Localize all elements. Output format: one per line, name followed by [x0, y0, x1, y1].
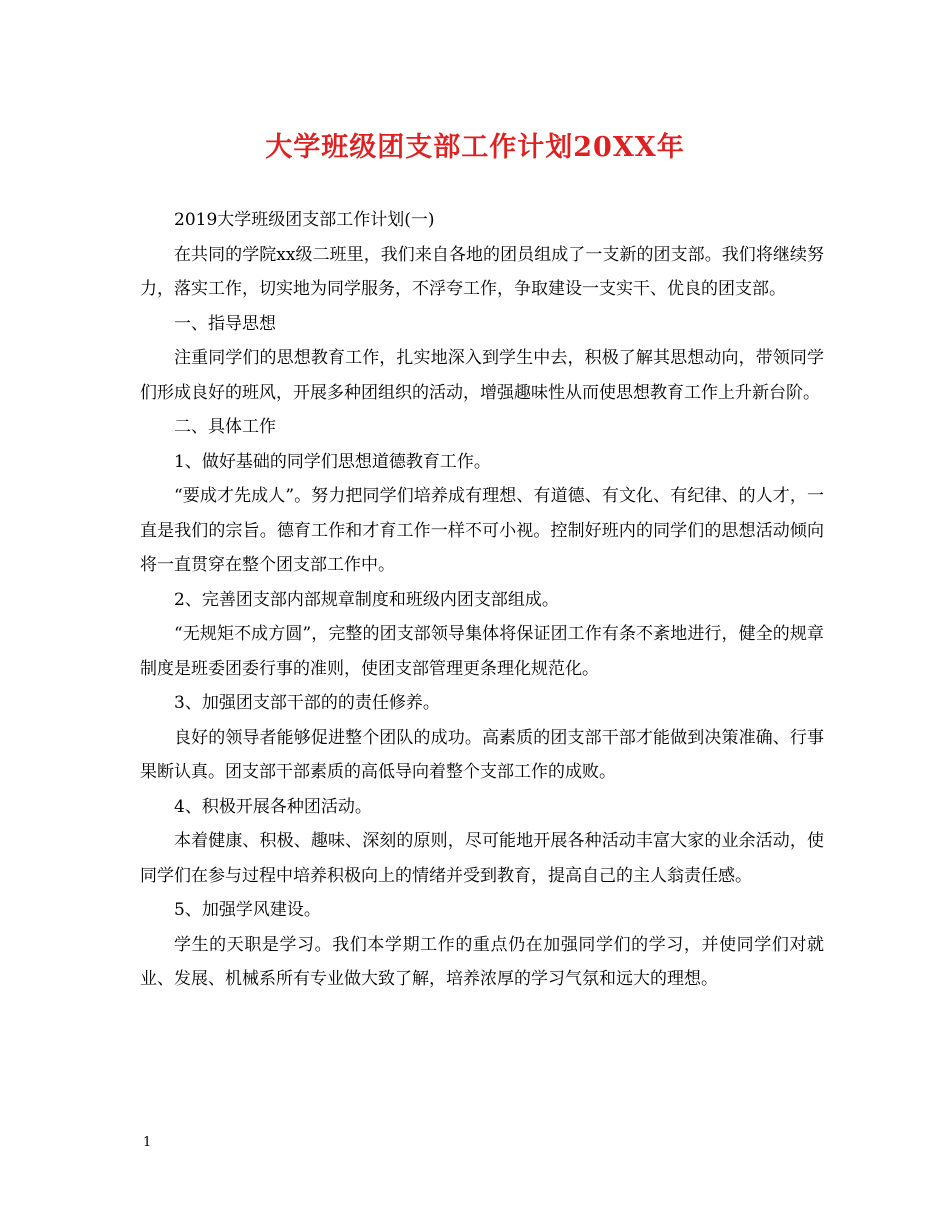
- paragraph-guiding-ideology: 注重同学们的思想教育工作，扎实地深入到学生中去，积极了解其思想动向，带领同学们形成良好的班风，开展多种团组织的活动，增强趣味性从而使思想教育工作上升新台阶。: [140, 348, 824, 403]
- paragraph-item-3: 良好的领导者能够促进整个团队的成功。高素质的团支部干部才能做到决策准确、行事果断认真。团支部干部素质的高低导向着整个支部工作的成败。: [140, 727, 824, 782]
- paragraph-intro: 在共同的学院xx级二班里，我们来自各地的团员组成了一支新的团支部。我们将继续努力，落实工作，切实地为同学服务，不浮夸工作，争取建设一支实干、优良的团支部。: [140, 244, 824, 299]
- item-heading-5: 5、加强学风建设。: [174, 900, 321, 920]
- paragraph-item-2: “无规矩不成方圆”，完整的团支部领导集体将保证团工作有条不紊地进行，健全的规章制度是班委团委行事的准则，使团支部管理更条理化规范化。: [140, 624, 824, 679]
- item-heading-3: 3、加强团支部干部的的责任修养。: [174, 693, 440, 713]
- paragraph-item-4: 本着健康、积极、趣味、深刻的原则，尽可能地开展各种活动丰富大家的业余活动，使同学们在参与过程中培养积极向上的情绪并受到教育，提高自己的主人翁责任感。: [140, 831, 824, 886]
- document-body: [140, 203, 824, 997]
- section-heading-specific-work: 二、具体工作: [174, 417, 276, 437]
- item-heading-2: 2、完善团支部内部规章制度和班级内团支部组成。: [174, 589, 559, 610]
- paragraph-item-1: “要成才先成人”。努力把同学们培养成有理想、有道德、有文化、有纪律、的人才，一直是我们的宗旨。德育工作和才育工作一样不可小视。控制好班内的同学们的思想活动倾向将一直贯穿在整个团支部工作中。: [140, 486, 824, 575]
- page-number: 1: [143, 1135, 152, 1150]
- paragraph-subtitle: 2019大学班级团支部工作计划(一): [174, 210, 435, 230]
- item-heading-1: 1、做好基础的同学们思想道德教育工作。: [174, 451, 491, 472]
- document-title: 大学班级团支部工作计划20XX年: [265, 132, 685, 163]
- item-heading-4: 4、积极开展各种团活动。: [174, 796, 372, 817]
- section-heading-guiding-ideology: 一、指导思想: [174, 313, 276, 334]
- paragraph-item-5: 学生的天职是学习。我们本学期工作的重点仍在加强同学们的学习，并使同学们对就业、发展、机械系所有专业做大致了解，培养浓厚的学习气氛和远大的理想。: [140, 934, 824, 989]
